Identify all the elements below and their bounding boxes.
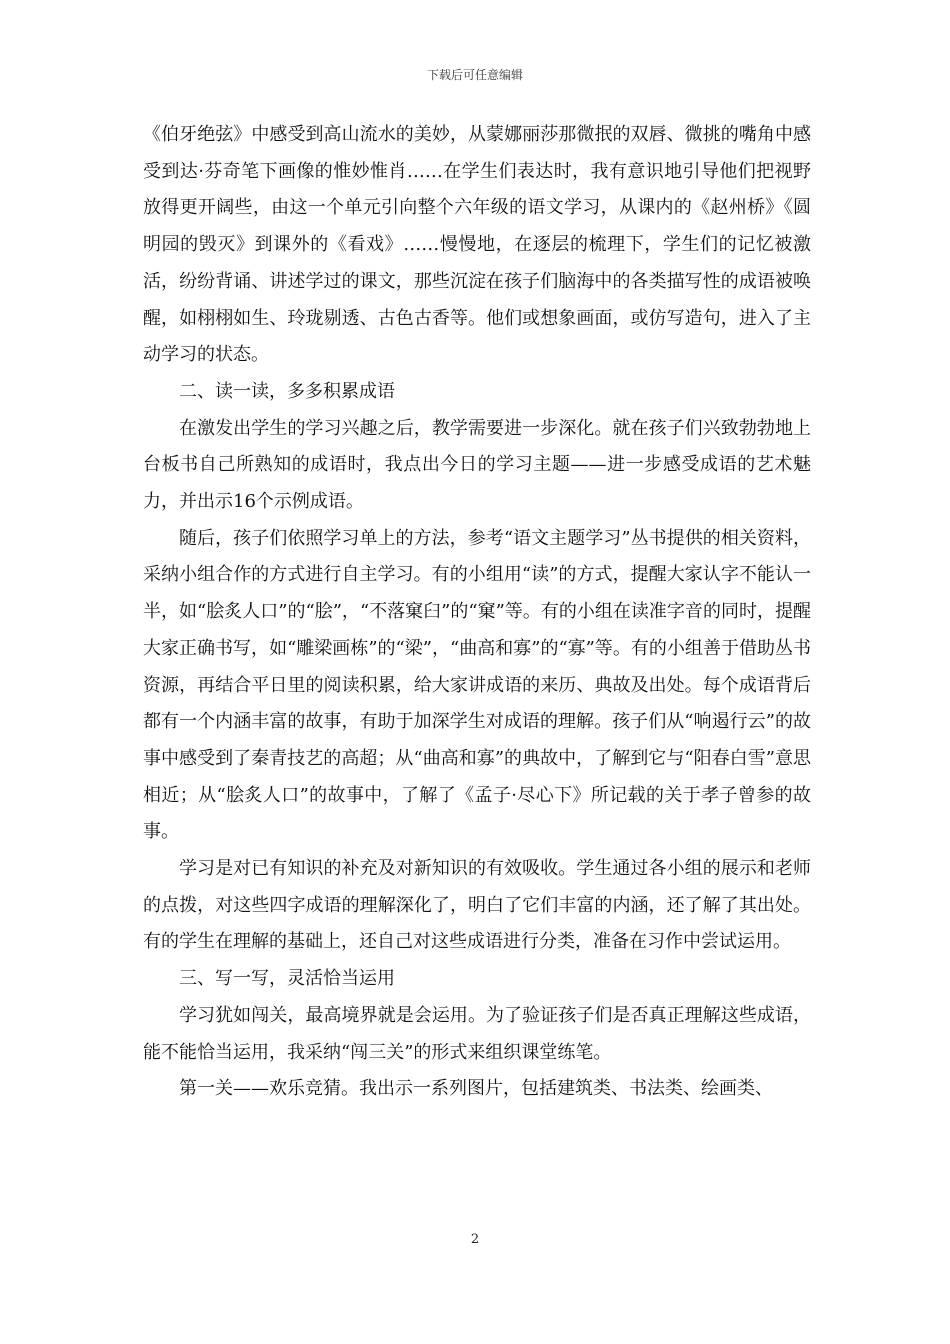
page-number: 2 — [470, 1232, 480, 1247]
document-body — [143, 117, 811, 1108]
paragraph: 第一关——欢乐竞猜。我出示一系列图片，包括建筑类、书法类、绘画类、 — [179, 1078, 773, 1100]
paragraph: 《伯牙绝弦》中感受到高山流水的美妙，从蒙娜丽莎那微抿的双唇、微挑的嘴角中感受到达·芬奇笔下画像的惟妙惟肖……在学生们表达时，我有意识地引导他们把视野放得更开阔些，由这一个单元引向整个六年级的语文学习，从课内的《赵州桥》《圆明园的毁灭》到课外的《看戏》……慢慢地，在逐层的梳理下，学生们的记忆被激活，纷纷背诵、讲述学过的课文，那些沉淀在孩子们脑海中的各类描写性的成语被唤醒，如栩栩如生、玲珑剔透、古色古香等。他们或想象画面，或仿写造句，进入了主动学习的状态。 — [143, 124, 811, 366]
paragraph: 在激发出学生的学习兴趣之后，教学需要进一步深化。就在孩子们兴致勃勃地上台板书自己所熟知的成语时，我点出今日的学习主题——进一步感受成语的艺术魅力，并出示16个示例成语。 — [143, 417, 811, 513]
paragraph: 学习是对已有知识的补充及对新知识的有效吸收。学生通过各小组的展示和老师的点拨，对这些四字成语的理解深化了，明白了它们丰富的内涵，还了解了其出处。有的学生在理解的基础上，还自己对这些成语进行分类，准备在习作中尝试运用。 — [143, 858, 811, 953]
section-heading: 三、写一写，灵活恰当运用 — [179, 968, 395, 990]
section-heading: 二、读一读，多多积累成语 — [179, 380, 395, 402]
paragraph: 随后，孩子们依照学习单上的方法，参考“语文主题学习”丛书提供的相关资料，采纳小组合作的方式进行自主学习。有的小组用“读”的方式，提醒大家认字不能认一半，如“脍炙人口”的“脍”，“不落窠臼”的“窠”等。有的小组在读准字音的同时，提醒大家正确书写，如“雕梁画栋”的“梁”，“曲高和寡”的“寡”等。有的小组善于借助丛书资源，再结合平日里的阅读积累，给大家讲成语的来历、典故及出处。每个成语背后都有一个内涵丰富的故事，有助于加深学生对成语的理解。孩子们从“响遏行云”的故事中感受到了秦青技艺的高超；从“曲高和寡”的典故中，了解到它与“阳春白雪”意思相近；从“脍炙人口”的故事中，了解了《孟子·尽心下》所记载的关于孝子曾参的故事。 — [143, 527, 811, 843]
page-header: 下载后可任意编辑 — [426, 68, 523, 82]
paragraph: 学习犹如闯关，最高境界就是会运用。为了验证孩子们是否真正理解这些成语，能不能恰当运用，我采纳“闯三关”的形式来组织课堂练笔。 — [143, 1004, 811, 1063]
